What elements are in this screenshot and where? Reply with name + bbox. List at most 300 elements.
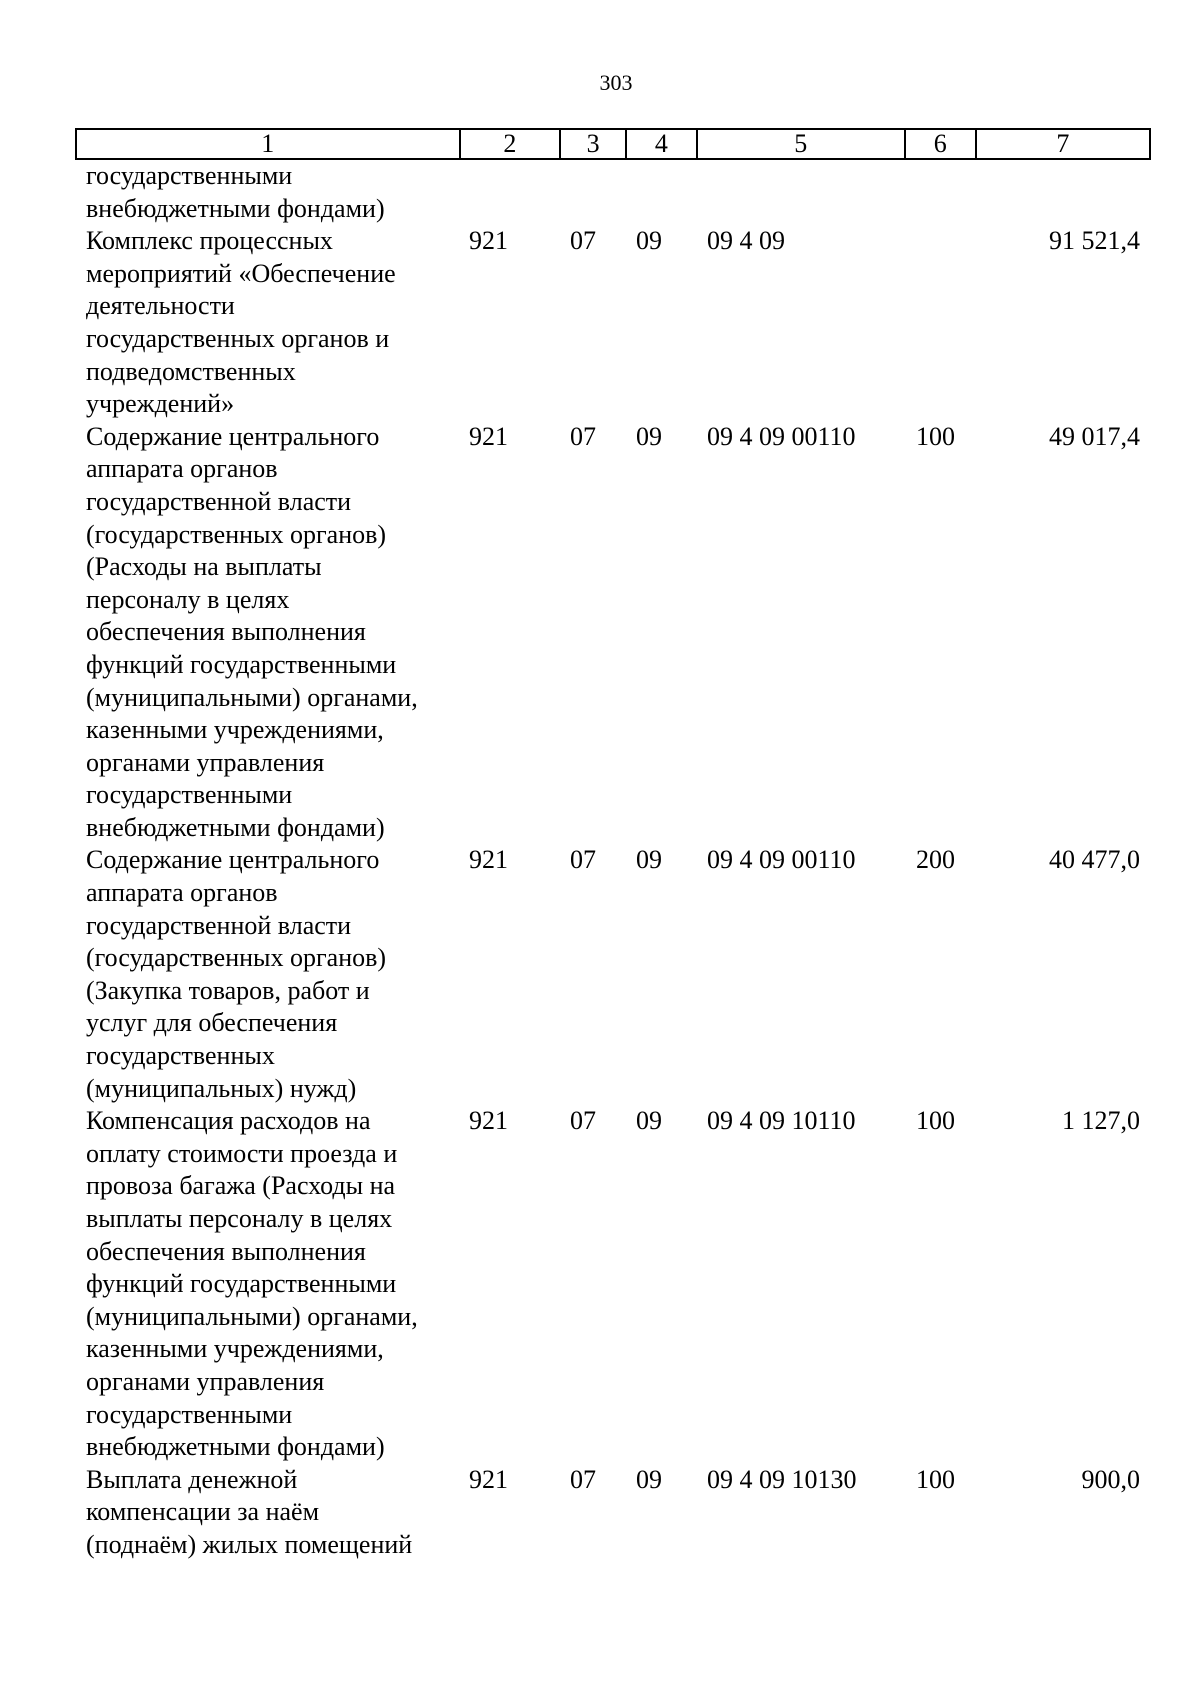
- column-header-2: 2: [459, 130, 560, 158]
- cell-col-5: [696, 258, 905, 291]
- cell-col-7: [976, 975, 1151, 1008]
- row-name-line: аппарата органов: [86, 878, 278, 908]
- cell-col-5: [696, 1333, 905, 1366]
- table-row-continuation: [75, 519, 1151, 552]
- table-row-continuation: [75, 1203, 1151, 1236]
- cell-col-5: [696, 1073, 905, 1106]
- row-name-line: государственной власти: [86, 486, 352, 516]
- cell-col-5: 09 4 09: [707, 226, 785, 256]
- cell-col-2: [458, 486, 559, 519]
- cell-col-6: [905, 942, 976, 975]
- cell-col-5: [696, 1496, 905, 1529]
- table-row-continuation: [75, 1431, 1151, 1464]
- table-row-continuation: [75, 258, 1151, 291]
- column-header-1: 1: [261, 129, 275, 158]
- cell-col-4: [625, 1366, 696, 1399]
- row-name-line: Содержание центрального: [86, 421, 380, 451]
- cell-col-7: [976, 877, 1151, 910]
- cell-col-7: [976, 1268, 1151, 1301]
- cell-col-7: [976, 1203, 1151, 1236]
- cell-col-3: [559, 551, 625, 584]
- cell-col-6: [905, 910, 976, 943]
- cell-col-4: [625, 910, 696, 943]
- cell-col-7: [976, 290, 1151, 323]
- cell-col-6: [905, 682, 976, 715]
- cell-col-2: [458, 1333, 559, 1366]
- cell-col-7: [976, 714, 1151, 747]
- cell-col-2: [458, 1203, 559, 1236]
- cell-col-7: [976, 584, 1151, 617]
- cell-col-6: [905, 1138, 976, 1171]
- cell-col-5: [696, 1431, 905, 1464]
- column-header-7: 7: [975, 130, 1149, 158]
- cell-col-6: [905, 1040, 976, 1073]
- row-name-line: (муниципальными) органами,: [86, 1301, 418, 1331]
- cell-col-4: [625, 1236, 696, 1269]
- cell-col-7: [976, 682, 1151, 715]
- table-row-continuation: [75, 388, 1151, 421]
- cell-col-6: [905, 877, 976, 910]
- cell-col-7: [976, 910, 1151, 943]
- cell-col-3: 07: [570, 421, 596, 451]
- cell-col-5: [696, 1138, 905, 1171]
- row-name-line: функций государственными: [86, 1269, 397, 1299]
- cell-col-2: [458, 584, 559, 617]
- table-row-continuation: [75, 1333, 1151, 1366]
- cell-col-3: 07: [570, 1464, 596, 1494]
- cell-col-3: [559, 779, 625, 812]
- cell-col-2: [458, 649, 559, 682]
- table-row-continuation: [75, 910, 1151, 943]
- cell-col-7: 1 127,0: [1062, 1106, 1140, 1136]
- cell-col-7: [976, 388, 1151, 421]
- cell-col-6: 100: [916, 421, 955, 451]
- cell-col-3: [559, 519, 625, 552]
- table-row: [75, 1464, 1151, 1497]
- cell-col-3: [559, 1268, 625, 1301]
- cell-col-6: [905, 747, 976, 780]
- cell-col-3: [559, 942, 625, 975]
- cell-col-2: [458, 160, 559, 193]
- cell-col-3: 07: [570, 845, 596, 875]
- cell-col-3: [559, 1496, 625, 1529]
- table-row: [75, 160, 1151, 193]
- cell-col-2: [458, 975, 559, 1008]
- row-name-line: (муниципальными) органами,: [86, 682, 418, 712]
- cell-col-7: 91 521,4: [1049, 226, 1140, 256]
- cell-col-5: [696, 877, 905, 910]
- cell-col-4: [625, 584, 696, 617]
- table-row-continuation: [75, 975, 1151, 1008]
- cell-col-3: [559, 258, 625, 291]
- cell-col-5: [696, 975, 905, 1008]
- row-name-line: государственных: [86, 1041, 275, 1071]
- table-row-continuation: [75, 1399, 1151, 1432]
- cell-col-6: [905, 1203, 976, 1236]
- cell-col-5: [696, 1007, 905, 1040]
- cell-col-6: 200: [916, 845, 955, 875]
- cell-col-4: [625, 1399, 696, 1432]
- table-row-continuation: [75, 1236, 1151, 1269]
- cell-col-7: 40 477,0: [1049, 845, 1140, 875]
- row-name-line: (поднаём) жилых помещений: [86, 1529, 413, 1559]
- cell-col-6: [905, 160, 976, 193]
- table-row-continuation: [75, 1366, 1151, 1399]
- table-row-continuation: [75, 1073, 1151, 1106]
- cell-col-3: [559, 616, 625, 649]
- cell-col-4: [625, 877, 696, 910]
- cell-col-3: [559, 1138, 625, 1171]
- cell-col-2: [458, 1040, 559, 1073]
- table-row-continuation: [75, 193, 1151, 226]
- cell-col-4: [625, 682, 696, 715]
- cell-col-4: [625, 258, 696, 291]
- row-name-line: Выплата денежной: [86, 1464, 298, 1494]
- cell-col-3: 07: [570, 1106, 596, 1136]
- cell-col-6: [905, 193, 976, 226]
- cell-col-5: [696, 942, 905, 975]
- cell-col-3: [559, 1366, 625, 1399]
- row-name-line: аппарата органов: [86, 454, 278, 484]
- row-name-line: внебюджетными фондами): [86, 193, 385, 223]
- cell-col-7: [976, 1366, 1151, 1399]
- cell-col-5: [696, 1268, 905, 1301]
- cell-col-4: [625, 519, 696, 552]
- cell-col-5: [696, 323, 905, 356]
- cell-col-6: [905, 616, 976, 649]
- table-row: [75, 225, 1151, 258]
- cell-col-4: [625, 714, 696, 747]
- cell-col-7: [976, 1431, 1151, 1464]
- cell-col-2: [458, 323, 559, 356]
- column-header-5: 5: [696, 130, 904, 158]
- cell-col-2: [458, 1236, 559, 1269]
- table-row-continuation: [75, 616, 1151, 649]
- column-header-4: 4: [625, 130, 696, 158]
- table-row-continuation: [75, 323, 1151, 356]
- cell-col-2: [458, 1073, 559, 1106]
- cell-col-3: [559, 1333, 625, 1366]
- row-name-line: Компенсация расходов на: [86, 1106, 371, 1136]
- cell-col-5: [696, 160, 905, 193]
- cell-col-5: [696, 1040, 905, 1073]
- row-name-line: учреждений»: [86, 389, 235, 419]
- cell-col-7: [976, 779, 1151, 812]
- table-row-continuation: [75, 747, 1151, 780]
- cell-col-4: [625, 356, 696, 389]
- cell-col-2: [458, 519, 559, 552]
- cell-col-5: [696, 1529, 905, 1562]
- cell-col-4: [625, 1073, 696, 1106]
- cell-col-6: [905, 519, 976, 552]
- cell-col-4: [625, 160, 696, 193]
- cell-col-6: [905, 290, 976, 323]
- cell-col-2: [458, 1529, 559, 1562]
- cell-col-2: [458, 910, 559, 943]
- cell-col-3: [559, 877, 625, 910]
- cell-col-4: [625, 975, 696, 1008]
- row-name-line: органами управления: [86, 1366, 325, 1396]
- cell-col-2: [458, 193, 559, 226]
- cell-col-6: [905, 1170, 976, 1203]
- cell-col-3: [559, 682, 625, 715]
- cell-col-3: [559, 1007, 625, 1040]
- cell-col-3: [559, 1301, 625, 1334]
- cell-col-2: [458, 453, 559, 486]
- row-name-line: (государственных органов): [86, 519, 387, 549]
- cell-col-4: [625, 323, 696, 356]
- row-name-line: выплаты персоналу в целях: [86, 1204, 393, 1233]
- cell-col-2: [458, 290, 559, 323]
- cell-col-2: [458, 1138, 559, 1171]
- row-name-line: органами управления: [86, 747, 325, 777]
- cell-col-3: [559, 584, 625, 617]
- cell-col-3: [559, 975, 625, 1008]
- cell-col-7: [976, 1236, 1151, 1269]
- cell-col-3: [559, 290, 625, 323]
- cell-col-2: 921: [469, 1464, 508, 1494]
- cell-col-7: [976, 323, 1151, 356]
- row-name-line: услуг для обеспечения: [86, 1008, 338, 1038]
- cell-col-7: [976, 942, 1151, 975]
- cell-col-7: [976, 1040, 1151, 1073]
- column-header-6: 6: [904, 130, 975, 158]
- row-name-line: (Расходы на выплаты: [86, 552, 322, 582]
- table-row-continuation: [75, 812, 1151, 845]
- table-row-continuation: [75, 1138, 1151, 1171]
- row-name-line: Содержание центрального: [86, 845, 380, 875]
- cell-col-3: [559, 1399, 625, 1432]
- table-row: [75, 421, 1151, 454]
- cell-col-2: 921: [469, 1106, 508, 1136]
- cell-col-6: 100: [916, 1464, 955, 1494]
- cell-col-3: [559, 714, 625, 747]
- cell-col-2: [458, 356, 559, 389]
- table-row-continuation: [75, 1301, 1151, 1334]
- cell-col-5: [696, 812, 905, 845]
- cell-col-4: [625, 779, 696, 812]
- cell-col-6: [905, 1073, 976, 1106]
- cell-col-7: [976, 160, 1151, 193]
- cell-col-6: [905, 258, 976, 291]
- cell-col-5: [696, 486, 905, 519]
- cell-col-4: 09: [636, 845, 662, 875]
- table-header: [75, 128, 1151, 160]
- cell-col-3: [559, 486, 625, 519]
- cell-col-4: [625, 1007, 696, 1040]
- cell-col-5: [696, 1170, 905, 1203]
- cell-col-4: [625, 486, 696, 519]
- row-name-line: деятельности: [86, 291, 235, 321]
- row-name-line: внебюджетными фондами): [86, 1432, 385, 1462]
- cell-col-4: [625, 1040, 696, 1073]
- table-row-continuation: [75, 1040, 1151, 1073]
- cell-col-5: [696, 682, 905, 715]
- cell-col-4: [625, 388, 696, 421]
- cell-col-4: [625, 1496, 696, 1529]
- cell-col-2: [458, 1496, 559, 1529]
- cell-col-6: [905, 356, 976, 389]
- row-name-line: казенными учреждениями,: [86, 715, 384, 745]
- cell-col-6: [905, 1236, 976, 1269]
- cell-col-5: [696, 584, 905, 617]
- table-row-continuation: [75, 356, 1151, 389]
- cell-col-4: [625, 193, 696, 226]
- cell-col-5: [696, 1236, 905, 1269]
- cell-col-4: [625, 1529, 696, 1562]
- cell-col-7: [976, 356, 1151, 389]
- cell-col-7: [976, 1399, 1151, 1432]
- cell-col-3: 07: [570, 226, 596, 256]
- cell-col-2: 921: [469, 421, 508, 451]
- cell-col-2: [458, 1366, 559, 1399]
- cell-col-3: [559, 323, 625, 356]
- cell-col-3: [559, 649, 625, 682]
- cell-col-5: [696, 1399, 905, 1432]
- table-row-continuation: [75, 1529, 1151, 1562]
- cell-col-4: [625, 1333, 696, 1366]
- row-name-line: обеспечения выполнения: [86, 617, 366, 647]
- cell-col-5: [696, 747, 905, 780]
- row-name-line: государственными: [86, 161, 293, 190]
- cell-col-6: [905, 225, 976, 258]
- cell-col-2: [458, 551, 559, 584]
- cell-col-5: [696, 649, 905, 682]
- cell-col-6: [905, 1431, 976, 1464]
- table-row-continuation: [75, 290, 1151, 323]
- cell-col-7: [976, 1529, 1151, 1562]
- cell-col-5: 09 4 09 00110: [707, 845, 856, 875]
- cell-col-5: [696, 1301, 905, 1334]
- cell-col-2: [458, 779, 559, 812]
- row-name-line: Комплекс процессных: [86, 226, 333, 256]
- cell-col-2: [458, 1170, 559, 1203]
- cell-col-6: [905, 388, 976, 421]
- cell-col-6: [905, 1301, 976, 1334]
- cell-col-7: [976, 1170, 1151, 1203]
- row-name-line: подведомственных: [86, 356, 296, 386]
- row-name-line: оплату стоимости проезда и: [86, 1138, 398, 1168]
- cell-col-3: [559, 1236, 625, 1269]
- cell-col-4: [625, 290, 696, 323]
- cell-col-4: [625, 551, 696, 584]
- row-name-line: (Закупка товаров, работ и: [86, 975, 370, 1005]
- cell-col-7: [976, 1007, 1151, 1040]
- cell-col-5: 09 4 09 10110: [707, 1106, 856, 1136]
- column-header-3: 3: [559, 130, 625, 158]
- cell-col-6: [905, 1399, 976, 1432]
- cell-col-5: [696, 910, 905, 943]
- cell-col-4: [625, 812, 696, 845]
- cell-col-7: [976, 486, 1151, 519]
- cell-col-2: [458, 1399, 559, 1432]
- row-name-line: мероприятий «Обеспечение: [86, 258, 396, 288]
- cell-col-5: 09 4 09 00110: [707, 421, 856, 451]
- table-row-continuation: [75, 584, 1151, 617]
- cell-col-5: 09 4 09 10130: [707, 1464, 857, 1494]
- cell-col-6: [905, 1007, 976, 1040]
- cell-col-3: [559, 1203, 625, 1236]
- cell-col-3: [559, 388, 625, 421]
- row-name-line: обеспечения выполнения: [86, 1236, 366, 1266]
- cell-col-4: [625, 1203, 696, 1236]
- row-name-line: внебюджетными фондами): [86, 812, 385, 842]
- cell-col-7: [976, 747, 1151, 780]
- cell-col-2: [458, 388, 559, 421]
- row-name-line: функций государственными: [86, 649, 397, 679]
- cell-col-5: [696, 290, 905, 323]
- cell-col-3: [559, 1529, 625, 1562]
- cell-col-2: [458, 258, 559, 291]
- cell-col-3: [559, 1073, 625, 1106]
- cell-col-6: [905, 649, 976, 682]
- cell-col-2: [458, 616, 559, 649]
- cell-col-2: 921: [469, 845, 508, 875]
- cell-col-3: [559, 747, 625, 780]
- cell-col-4: [625, 942, 696, 975]
- cell-col-3: [559, 356, 625, 389]
- table-row-continuation: [75, 779, 1151, 812]
- cell-col-4: [625, 1301, 696, 1334]
- cell-col-6: [905, 551, 976, 584]
- cell-col-4: [625, 1431, 696, 1464]
- cell-col-6: [905, 584, 976, 617]
- cell-col-4: [625, 649, 696, 682]
- row-name-line: государственными: [86, 780, 293, 810]
- cell-col-2: [458, 747, 559, 780]
- table-row-continuation: [75, 1268, 1151, 1301]
- table-row-continuation: [75, 714, 1151, 747]
- cell-col-3: [559, 1040, 625, 1073]
- cell-col-7: [976, 649, 1151, 682]
- cell-col-5: [696, 388, 905, 421]
- table-row: [75, 844, 1151, 877]
- cell-col-3: [559, 910, 625, 943]
- cell-col-7: [976, 258, 1151, 291]
- cell-col-2: [458, 812, 559, 845]
- table-row-continuation: [75, 486, 1151, 519]
- cell-col-3: [559, 812, 625, 845]
- cell-col-7: 49 017,4: [1049, 421, 1140, 451]
- cell-col-6: [905, 1529, 976, 1562]
- cell-col-4: 09: [636, 421, 662, 451]
- cell-col-7: [976, 812, 1151, 845]
- cell-col-2: [458, 714, 559, 747]
- table-row: [75, 1105, 1151, 1138]
- cell-col-5: [696, 453, 905, 486]
- cell-col-7: [976, 1301, 1151, 1334]
- row-name-line: (муниципальных) нужд): [86, 1073, 357, 1103]
- cell-col-5: [696, 193, 905, 226]
- cell-col-3: [559, 160, 625, 193]
- table-row-continuation: [75, 649, 1151, 682]
- row-name-line: (государственных органов): [86, 943, 387, 973]
- cell-col-6: 100: [916, 1106, 955, 1136]
- cell-col-3: [559, 193, 625, 226]
- row-name-line: компенсации за наём: [86, 1497, 320, 1527]
- cell-col-3: [559, 1170, 625, 1203]
- cell-col-2: [458, 1007, 559, 1040]
- cell-col-4: 09: [636, 1106, 662, 1136]
- cell-col-6: [905, 975, 976, 1008]
- cell-col-6: [905, 1366, 976, 1399]
- cell-col-7: [976, 616, 1151, 649]
- cell-col-6: [905, 1268, 976, 1301]
- row-name-line: провоза багажа (Расходы на: [86, 1171, 396, 1201]
- cell-col-2: [458, 877, 559, 910]
- cell-col-2: [458, 682, 559, 715]
- table-row-continuation: [75, 551, 1151, 584]
